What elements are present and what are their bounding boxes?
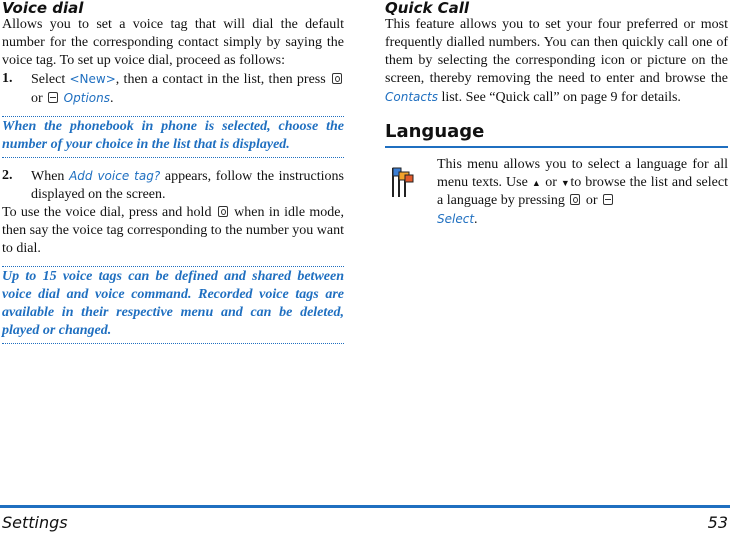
language-heading: Language — [385, 121, 728, 148]
note-phonebook: When the phonebook in phone is selected, choose the number of your choice in the list that is displayed. — [2, 116, 344, 158]
voice-dial-usage — [2, 204, 344, 258]
language-flags-icon — [385, 156, 437, 229]
usage-post: when in idle mode, then say the voice tag corresponding to the number you want to dial. — [2, 205, 345, 256]
down-arrow-icon: ▼ — [560, 178, 571, 188]
footer-section-name: Settings — [2, 513, 68, 532]
step-1 — [2, 70, 344, 108]
note-voice-tags: Up to 15 voice tags can be defined and shared between voice dial and voice command. Recorded voice tags are available in their respective menu and can be deleted, played or changed. — [2, 266, 344, 344]
left-column — [2, 0, 344, 353]
step-2-post: appears, follow the instructions displayed on the screen. — [31, 169, 344, 202]
lang-mid: to browse the list and select a language by pressing — [437, 175, 728, 208]
soft-key-icon — [48, 92, 58, 103]
ok-key-icon — [218, 206, 228, 217]
ok-key-icon — [332, 73, 342, 84]
quick-call-post: list. See “Quick call” on page 9 for details. — [437, 90, 681, 105]
right-column — [385, 0, 728, 229]
lang-pre: This menu allows you to select a language for all menu texts. Use — [437, 157, 728, 190]
step-2-pre: When — [31, 169, 70, 184]
language-text — [437, 156, 728, 229]
add-voice-tag-label: Add voice tag? — [69, 169, 161, 183]
lang-end: . — [474, 212, 478, 227]
quick-call-heading: Quick Call — [385, 0, 470, 17]
lang-or-1: or — [541, 175, 561, 190]
soft-key-icon — [603, 194, 613, 205]
ok-key-icon — [570, 194, 580, 205]
step-1-pre: Select — [31, 72, 70, 87]
select-label: Select — [437, 212, 475, 226]
voice-dial-intro: Allows you to set a voice tag that will dial the default number for the corresponding contact simply by saying the voice tag. To set up voice dial, proceed as follows: — [2, 17, 344, 68]
step-1-mid: , then a contact in the list, then press — [115, 72, 330, 87]
contacts-label: Contacts — [385, 90, 438, 104]
usage-pre: To use the voice dial, press and hold — [2, 205, 216, 220]
step-1-or: or — [31, 91, 47, 106]
voice-dial-heading: Voice dial — [2, 0, 84, 17]
options-label: Options — [63, 91, 110, 105]
up-arrow-icon: ▲ — [531, 178, 542, 188]
step-2-number: 2. — [2, 168, 13, 183]
page-footer — [0, 505, 730, 536]
quick-call-body — [385, 16, 728, 107]
lang-or-2: or — [582, 193, 602, 208]
step-1-end: . — [109, 91, 114, 106]
step-1-number: 1. — [2, 71, 13, 86]
page-number: 53 — [707, 513, 728, 532]
new-option: <New> — [69, 72, 116, 86]
language-section — [385, 156, 728, 229]
step-2 — [2, 167, 344, 204]
quick-call-pre: This feature allows you to set your four preferred or most frequently dialled numbers. You can then quickly call one of them by selecting the corresponding icon or picture on the screen, thereby removing the need to enter and browse the — [385, 17, 728, 86]
step-1-text — [31, 70, 344, 108]
step-2-text — [31, 167, 344, 204]
